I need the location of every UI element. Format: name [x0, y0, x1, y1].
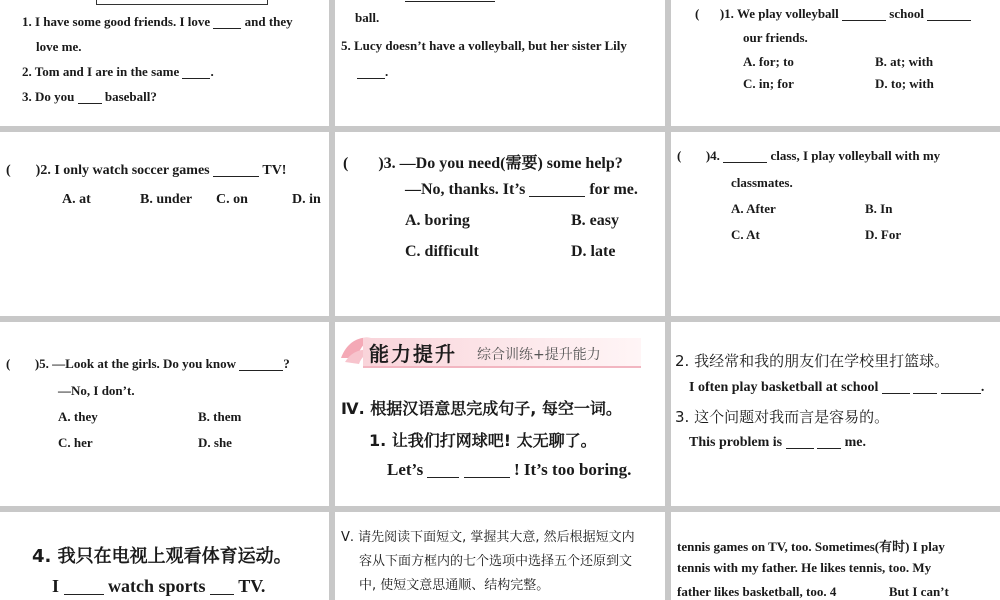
question-3-line: [22, 89, 157, 105]
question-3-text: 3. Do you: [22, 89, 75, 104]
option-b[interactable]: B. them: [198, 409, 242, 424]
answer-blank[interactable]: [941, 379, 981, 394]
option-d[interactable]: D. to; with: [875, 76, 934, 91]
panel-choice-3: [335, 132, 665, 316]
translation-4-end: TV.: [238, 576, 266, 596]
reading-instruction-line-3: 中, 使短文意思通顺、结构完整。: [359, 578, 550, 593]
choice-1-mid: school: [889, 6, 924, 21]
choice-3-answer-end: for me.: [589, 181, 638, 198]
translation-1-chinese: 1. 让我们打网球吧! 太无聊了。: [369, 431, 597, 450]
answer-blank[interactable]: [182, 65, 210, 79]
translation-4-text: I: [52, 576, 60, 596]
option-d[interactable]: D. For: [865, 227, 902, 242]
option-a[interactable]: A. After: [731, 201, 776, 216]
translation-2-text: I often play basketball at school: [689, 380, 879, 395]
question-5-line-2: [357, 64, 388, 80]
panel-translation-4: [0, 512, 329, 600]
answer-blank[interactable]: [78, 90, 102, 104]
answer-blank[interactable]: [927, 7, 971, 21]
option-b[interactable]: B. under: [140, 192, 193, 207]
passage-line-1: tennis games on TV, too. Sometimes(有时) I play: [677, 539, 945, 554]
question-1-line: [22, 14, 293, 30]
translation-3-english: [689, 434, 866, 451]
answer-blank[interactable]: [842, 7, 886, 21]
panel-reading-instructions: [335, 512, 665, 600]
question-5-end: .: [385, 64, 389, 79]
answer-paren[interactable]: (: [677, 148, 682, 163]
option-d[interactable]: D. late: [571, 243, 616, 260]
choice-5-line: [6, 356, 290, 372]
choice-2-end: TV!: [262, 163, 287, 178]
choice-1-text: )1. We play volleyball: [719, 6, 839, 21]
answer-blank[interactable]: [357, 65, 385, 79]
question-4-continued: ball.: [355, 10, 380, 25]
section-instruction: Ⅳ. 根据汉语意思完成句子, 每空一词。: [341, 399, 622, 418]
passage-line-2: tennis with my father. He likes tennis, too. My: [677, 560, 932, 575]
answer-blank[interactable]: [239, 357, 283, 371]
answer-blank[interactable]: [913, 379, 937, 394]
option-d[interactable]: D. she: [198, 435, 232, 450]
heading-title: 能力提升: [369, 342, 457, 366]
translation-4-mid: watch sports: [108, 576, 206, 596]
translation-2-english: [689, 379, 984, 396]
answer-blank[interactable]: [427, 460, 459, 478]
choice-4-continued: classmates.: [731, 175, 793, 190]
option-c[interactable]: C. her: [58, 435, 93, 450]
translation-1-english: [387, 460, 631, 480]
question-1-continued: love me.: [36, 39, 82, 54]
choice-1-line: [695, 6, 971, 22]
panel-choice-5: [0, 322, 329, 506]
panel-fill-blanks-2: [335, 0, 665, 126]
question-2-line: [22, 64, 214, 80]
question-2-text: 2. Tom and I are in the same: [22, 64, 180, 79]
answer-blank[interactable]: [464, 460, 510, 478]
passage-line-3-end: But I can’t: [888, 584, 949, 599]
option-c[interactable]: C. At: [731, 227, 760, 242]
answer-blank[interactable]: [213, 15, 241, 29]
section-heading: [337, 332, 649, 370]
panel-choice-2: [0, 132, 329, 316]
option-b[interactable]: B. at; with: [875, 54, 934, 69]
question-5-text: 5. Lucy doesn’t have a volleyball, but her sister Lily: [341, 38, 627, 53]
choice-3-text: )3. —Do you need(需要) some help?: [378, 155, 623, 172]
translation-3-chinese: 3. 这个问题对我而言是容易的。: [675, 408, 890, 426]
reading-instruction-line-1: Ⅴ. 请先阅读下面短文, 掌握其大意, 然后根据短文内: [341, 530, 635, 545]
question-1-text-end: and they: [244, 14, 293, 29]
option-c[interactable]: C. on: [216, 192, 248, 207]
question-3-end: baseball?: [104, 89, 157, 104]
answer-blank[interactable]: [210, 576, 234, 595]
answer-paren[interactable]: (: [6, 356, 11, 371]
choice-1-continued: our friends.: [743, 30, 808, 45]
choice-2-line: [6, 162, 286, 179]
answer-blank[interactable]: [405, 0, 495, 2]
translation-2-end: .: [980, 380, 985, 395]
answer-blank[interactable]: [817, 434, 841, 449]
answer-blank[interactable]: [882, 379, 910, 394]
translation-1-end: ! It’s too boring.: [513, 460, 632, 479]
choice-5-end: ?: [283, 356, 290, 371]
choice-4-line: [677, 148, 940, 164]
choice-3-answer-text: —No, thanks. It’s: [405, 181, 526, 198]
question-2-end: .: [210, 64, 214, 79]
option-a[interactable]: A. for; to: [743, 54, 794, 69]
answer-paren[interactable]: (: [695, 6, 700, 21]
translation-4-english: [52, 576, 265, 597]
panel-translation-2-3: [671, 322, 1000, 506]
answer-blank[interactable]: [723, 149, 767, 163]
panel-fill-blanks-1: [0, 0, 329, 126]
translation-2-chinese: 2. 我经常和我的朋友们在学校里打篮球。: [675, 352, 950, 370]
panel-choice-4: [671, 132, 1000, 316]
option-a[interactable]: A. boring: [405, 212, 470, 229]
answer-paren[interactable]: (: [343, 155, 349, 172]
passage-line-3-text: father likes basketball, too. 4: [677, 584, 837, 599]
reading-instruction-line-2: 容从下面方框内的七个选项中选择五个还原到文: [359, 554, 633, 569]
choice-5-text: )5. —Look at the girls. Do you know: [34, 356, 237, 371]
heading-subtitle: 综合训练+提升能力: [477, 347, 601, 363]
passage-line-3: [677, 584, 949, 600]
translation-3-end: me.: [844, 435, 866, 450]
choice-4-text: )4.: [705, 148, 720, 163]
panel-reading-passage: [671, 512, 1000, 600]
word-box: [96, 0, 268, 5]
translation-4-chinese: 4. 我只在电视上观看体育运动。: [32, 546, 292, 567]
answer-blank[interactable]: [786, 434, 814, 449]
translation-3-text: This problem is: [689, 435, 783, 450]
choice-3-line: [343, 150, 623, 173]
choice-2-text: )2. I only watch soccer games: [35, 163, 210, 178]
heading-bar: [363, 338, 641, 368]
answer-blank[interactable]: [213, 162, 259, 177]
option-a[interactable]: A. they: [58, 409, 98, 424]
option-c[interactable]: C. in; for: [743, 76, 794, 91]
option-b[interactable]: B. easy: [571, 212, 619, 229]
answer-paren[interactable]: (: [6, 163, 11, 178]
option-c[interactable]: C. difficult: [405, 243, 479, 260]
answer-blank[interactable]: [529, 180, 585, 197]
choice-4-text-end: class, I play volleyball with my: [770, 148, 941, 163]
panel-translation-section: [335, 322, 665, 506]
answer-blank[interactable]: [64, 576, 104, 595]
choice-5-answer: —No, I don’t.: [58, 383, 135, 398]
option-a[interactable]: A. at: [62, 192, 91, 207]
question-1-text: 1. I have some good friends. I love: [22, 14, 211, 29]
option-b[interactable]: B. In: [865, 201, 893, 216]
translation-1-text: Let’s: [387, 460, 424, 479]
choice-3-answer-line: [405, 180, 638, 199]
option-d[interactable]: D. in: [292, 192, 321, 207]
panel-choice-1: [671, 0, 1000, 126]
